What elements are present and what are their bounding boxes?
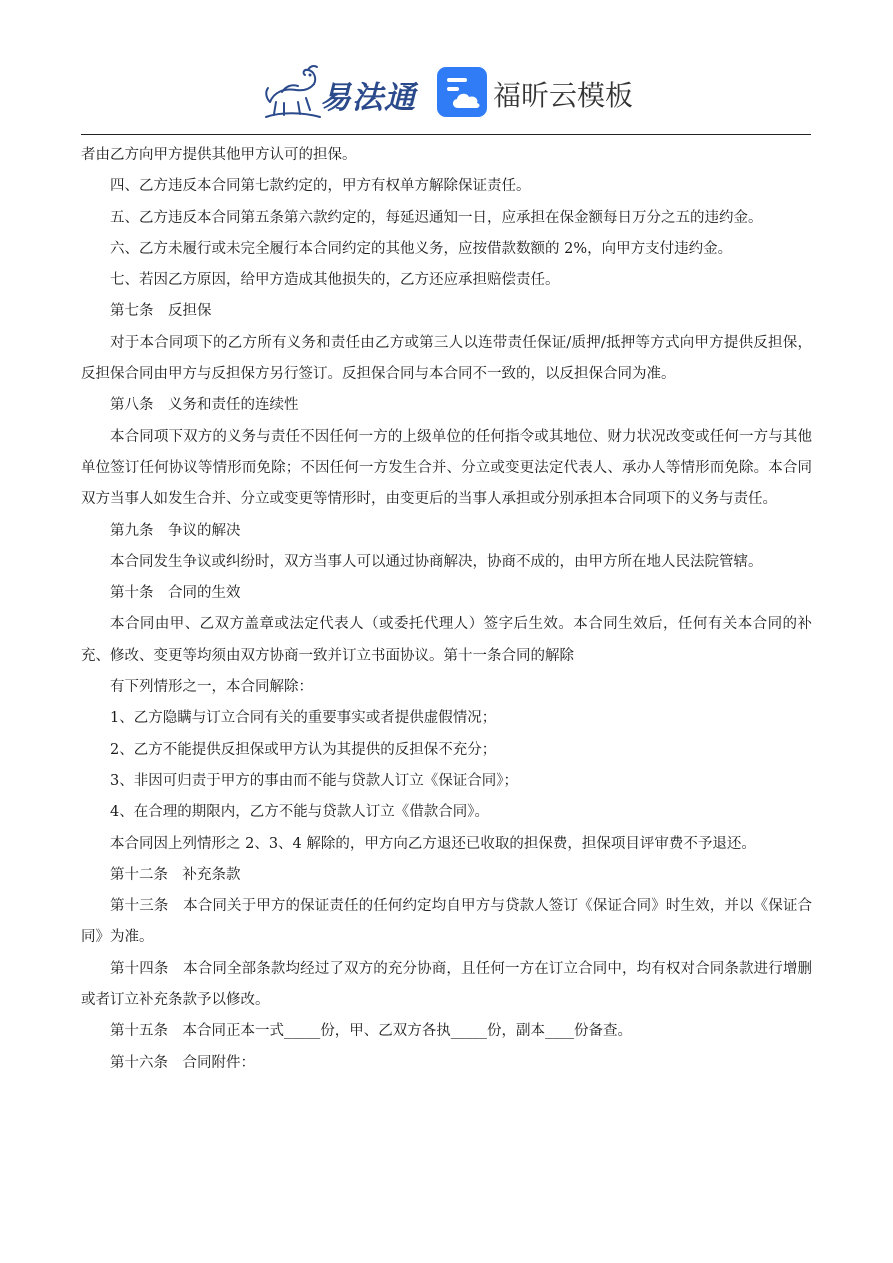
- yifatong-logo: [262, 62, 416, 120]
- contract-body: [81, 140, 812, 1079]
- contract-paragraph: 第十四条 本合同全部条款均经过了双方的充分协商，且任何一方在订立合同中，均有权对合同条款进行增删或者订立补充条款予以修改。: [81, 960, 812, 1009]
- contract-paragraph: 2、乙方不能提供反担保或甲方认为其提供的反担保不充分；: [110, 741, 497, 758]
- contract-paragraph: 四、乙方违反本合同第七款约定的，甲方有权单方解除保证责任。: [110, 178, 531, 195]
- contract-paragraph: 第九条 争议的解决: [110, 522, 241, 539]
- fuxin-logo: [436, 66, 636, 118]
- contract-paragraph: 对于本合同项下的乙方所有义务和责任由乙方或第三人以连带责任保证/质押/抵押等方式向甲方提供反担保，反担保合同由甲方与反担保方另行签订。反担保合同与本合同不一致的，以反担保合同为准。: [81, 334, 812, 383]
- contract-paragraph: 者由乙方向甲方提供其他甲方认可的担保。: [81, 147, 357, 163]
- contract-paragraph: 本合同项下双方的义务与责任不因任何一方的上级单位的任何指令或其地位、财力状况改变或任何一方与其他单位签订任何协议等情形而免除；不因任何一方发生合并、分立或变更法定代表人、承办人等情形而免除。本合同双方当事人如发生合并、分立或变更等情形时，由变更后的当事人承担或分别承担本合同项下的义务与责任。: [81, 428, 812, 508]
- contract-paragraph: 有下列情形之一，本合同解除：: [110, 679, 313, 696]
- contract-paragraph: 4、在合理的期限内，乙方不能与贷款人订立《借款合同》。: [110, 804, 489, 821]
- contract-paragraph: 第十五条 本合同正本一式_____份，甲、乙双方各执_____份，副本____份备查。: [110, 1023, 632, 1040]
- qilin-icon: [262, 62, 324, 120]
- contract-paragraph: 七、若因乙方原因，给甲方造成其他损失的，乙方还应承担赔偿责任。: [110, 272, 560, 289]
- contract-paragraph: 第十条 合同的生效: [110, 585, 241, 602]
- yifatong-logo-text: 易法通: [320, 80, 416, 116]
- contract-paragraph: 第十二条 补充条款: [110, 866, 241, 883]
- contract-paragraph: 五、乙方违反本合同第五条第六款约定的，每延迟通知一日，应承担在保金额每日万分之五的违约金。: [110, 209, 763, 226]
- contract-paragraph: 本合同发生争议或纠纷时，双方当事人可以通过协商解决，协商不成的，由甲方所在地人民法院管辖。: [110, 553, 763, 570]
- fuxin-logo-text: 福昕云模板: [493, 79, 634, 112]
- header-divider: [81, 134, 811, 135]
- contract-paragraph: 第十三条 本合同关于甲方的保证责任的任何约定均自甲方与贷款人签订《保证合同》时生效，并以《保证合同》为准。: [81, 898, 812, 946]
- contract-paragraph: 本合同由甲、乙双方盖章或法定代表人（或委托代理人）签字后生效。本合同生效后，任何有关本合同的补充、修改、变更等均须由双方协商一致并订立书面协议。第十一条合同的解除: [81, 616, 812, 664]
- contract-paragraph: 第八条 义务和责任的连续性: [110, 397, 299, 414]
- contract-paragraph: 第七条 反担保: [110, 303, 212, 320]
- contract-paragraph: 本合同因上列情形之 2、3、4 解除的，甲方向乙方退还已收取的担保费，担保项目评审费不予退还。: [110, 835, 756, 852]
- document-cloud-icon: [436, 66, 488, 118]
- contract-paragraph: 第十六条 合同附件：: [110, 1054, 255, 1071]
- contract-paragraph: 1、乙方隐瞒与订立合同有关的重要事实或者提供虚假情况；: [110, 710, 497, 727]
- contract-paragraph: 3、非因可归责于甲方的事由而不能与贷款人订立《保证合同》；: [110, 772, 518, 789]
- page-header: [0, 0, 893, 130]
- contract-paragraph: 六、乙方未履行或未完全履行本合同约定的其他义务，应按借款数额的 2%，向甲方支付违约金。: [110, 240, 733, 257]
